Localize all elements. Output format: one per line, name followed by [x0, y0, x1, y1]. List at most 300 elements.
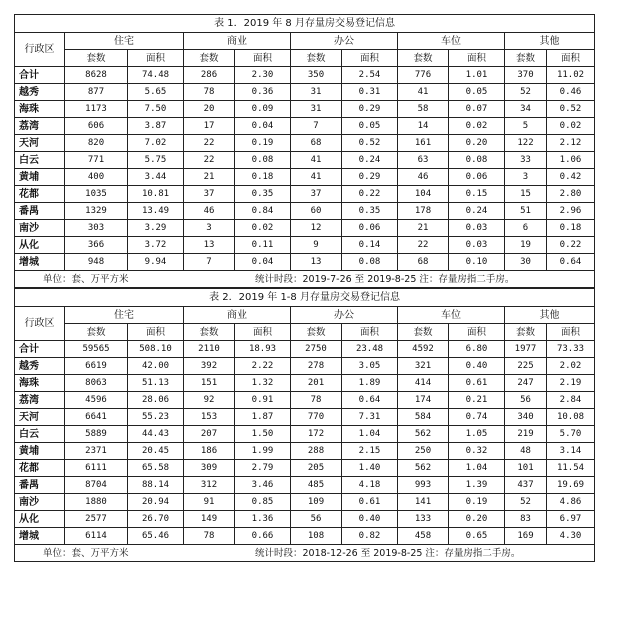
count-cell: 303 — [65, 220, 128, 237]
district-header: 行政区 — [15, 307, 65, 341]
table-footer — [15, 545, 595, 562]
area-cell: 44.43 — [128, 426, 184, 443]
count-cell: 13 — [184, 237, 235, 254]
count-cell: 9 — [291, 237, 342, 254]
district-name: 越秀 — [15, 358, 65, 375]
area-cell: 3.44 — [128, 169, 184, 186]
count-cell: 30 — [505, 254, 547, 271]
period-note: 统计时段：2019-7-26 至 2019-8-25 注：存量房指二手房。 — [255, 273, 515, 285]
count-cell: 174 — [398, 392, 449, 409]
area-cell: 1.40 — [342, 460, 398, 477]
count-cell: 286 — [184, 67, 235, 84]
district-name: 花都 — [15, 186, 65, 203]
table-1 — [14, 14, 595, 288]
count-cell: 414 — [398, 375, 449, 392]
table-row — [15, 443, 595, 460]
count-header: 套数 — [65, 324, 128, 341]
area-cell: 2.84 — [547, 392, 595, 409]
area-cell: 0.82 — [342, 528, 398, 545]
area-cell: 0.84 — [235, 203, 291, 220]
area-cell: 1.05 — [449, 426, 505, 443]
area-cell: 3.72 — [128, 237, 184, 254]
area-cell: 0.07 — [449, 101, 505, 118]
area-cell: 1.39 — [449, 477, 505, 494]
district-name: 越秀 — [15, 84, 65, 101]
district-header: 行政区 — [15, 33, 65, 67]
count-cell: 63 — [398, 152, 449, 169]
area-cell: 73.33 — [547, 341, 595, 358]
area-cell: 2.80 — [547, 186, 595, 203]
area-cell: 0.09 — [235, 101, 291, 118]
district-name: 合计 — [15, 67, 65, 84]
area-cell: 0.19 — [235, 135, 291, 152]
area-cell: 2.22 — [235, 358, 291, 375]
area-cell: 7.50 — [128, 101, 184, 118]
table-row — [15, 409, 595, 426]
area-cell: 0.74 — [449, 409, 505, 426]
count-cell: 91 — [184, 494, 235, 511]
area-cell: 0.14 — [342, 237, 398, 254]
table-row — [15, 254, 595, 271]
count-cell: 52 — [505, 84, 547, 101]
count-cell: 33 — [505, 152, 547, 169]
count-cell: 151 — [184, 375, 235, 392]
area-cell: 2.19 — [547, 375, 595, 392]
group-header: 办公 — [291, 33, 398, 50]
area-cell: 1.32 — [235, 375, 291, 392]
count-cell: 366 — [65, 237, 128, 254]
area-cell: 11.54 — [547, 460, 595, 477]
count-cell: 1329 — [65, 203, 128, 220]
district-name: 增城 — [15, 528, 65, 545]
area-cell: 2.15 — [342, 443, 398, 460]
count-cell: 186 — [184, 443, 235, 460]
count-cell: 104 — [398, 186, 449, 203]
table-row — [15, 220, 595, 237]
count-cell: 13 — [291, 254, 342, 271]
area-cell: 0.64 — [547, 254, 595, 271]
table-row — [15, 494, 595, 511]
count-cell: 56 — [291, 511, 342, 528]
count-cell: 78 — [184, 528, 235, 545]
table-row — [15, 511, 595, 528]
table-row — [15, 67, 595, 84]
count-cell: 6641 — [65, 409, 128, 426]
count-cell: 172 — [291, 426, 342, 443]
area-cell: 0.31 — [342, 84, 398, 101]
count-header: 套数 — [184, 324, 235, 341]
area-cell: 11.02 — [547, 67, 595, 84]
area-header: 面积 — [342, 50, 398, 67]
group-header-row — [15, 307, 595, 324]
area-cell: 3.87 — [128, 118, 184, 135]
count-cell: 225 — [505, 358, 547, 375]
footer-row — [15, 271, 595, 288]
area-cell: 0.08 — [235, 152, 291, 169]
count-cell: 8628 — [65, 67, 128, 84]
count-cell: 31 — [291, 101, 342, 118]
count-cell: 8704 — [65, 477, 128, 494]
area-cell: 2.54 — [342, 67, 398, 84]
area-cell: 55.23 — [128, 409, 184, 426]
table-row — [15, 477, 595, 494]
table-row — [15, 426, 595, 443]
area-cell: 3.29 — [128, 220, 184, 237]
count-cell: 6619 — [65, 358, 128, 375]
area-cell: 0.91 — [235, 392, 291, 409]
area-cell: 0.02 — [235, 220, 291, 237]
district-name: 南沙 — [15, 494, 65, 511]
group-header: 住宅 — [65, 33, 184, 50]
count-cell: 153 — [184, 409, 235, 426]
area-cell: 5.75 — [128, 152, 184, 169]
count-cell: 37 — [291, 186, 342, 203]
count-cell: 56 — [505, 392, 547, 409]
area-cell: 0.20 — [449, 135, 505, 152]
district-name: 荔湾 — [15, 392, 65, 409]
count-cell: 350 — [291, 67, 342, 84]
count-cell: 1880 — [65, 494, 128, 511]
count-header: 套数 — [398, 324, 449, 341]
area-cell: 0.32 — [449, 443, 505, 460]
area-header: 面积 — [342, 324, 398, 341]
area-cell: 26.70 — [128, 511, 184, 528]
area-cell: 0.36 — [235, 84, 291, 101]
count-cell: 21 — [184, 169, 235, 186]
table-row — [15, 392, 595, 409]
group-header: 其他 — [505, 307, 595, 324]
count-cell: 6 — [505, 220, 547, 237]
count-cell: 21 — [398, 220, 449, 237]
area-cell: 0.24 — [449, 203, 505, 220]
district-name: 天河 — [15, 135, 65, 152]
count-cell: 606 — [65, 118, 128, 135]
count-cell: 59565 — [65, 341, 128, 358]
area-cell: 0.02 — [449, 118, 505, 135]
count-cell: 19 — [505, 237, 547, 254]
count-cell: 1977 — [505, 341, 547, 358]
area-cell: 0.65 — [449, 528, 505, 545]
area-cell: 0.42 — [547, 169, 595, 186]
count-cell: 178 — [398, 203, 449, 220]
count-cell: 78 — [291, 392, 342, 409]
period-note: 统计时段：2018-12-26 至 2019-8-25 注：存量房指二手房。 — [255, 547, 521, 559]
district-name: 番禺 — [15, 203, 65, 220]
area-header: 面积 — [449, 50, 505, 67]
area-cell: 2.96 — [547, 203, 595, 220]
count-header: 套数 — [184, 50, 235, 67]
area-cell: 5.70 — [547, 426, 595, 443]
count-cell: 41 — [291, 152, 342, 169]
unit-note: 单位：套、万平方米 — [43, 273, 129, 285]
area-cell: 508.10 — [128, 341, 184, 358]
area-cell: 0.06 — [449, 169, 505, 186]
count-cell: 141 — [398, 494, 449, 511]
group-header: 住宅 — [65, 307, 184, 324]
table-footer — [15, 271, 595, 288]
district-name: 海珠 — [15, 375, 65, 392]
area-cell: 0.08 — [342, 254, 398, 271]
count-cell: 46 — [184, 203, 235, 220]
subheader-row — [15, 50, 595, 67]
district-name: 天河 — [15, 409, 65, 426]
count-cell: 400 — [65, 169, 128, 186]
area-cell: 3.05 — [342, 358, 398, 375]
area-cell: 0.06 — [342, 220, 398, 237]
area-cell: 42.00 — [128, 358, 184, 375]
count-cell: 41 — [398, 84, 449, 101]
document-sheet — [14, 14, 594, 562]
count-cell: 7 — [291, 118, 342, 135]
district-name: 合计 — [15, 341, 65, 358]
area-cell: 0.18 — [547, 220, 595, 237]
district-name: 白云 — [15, 152, 65, 169]
count-cell: 877 — [65, 84, 128, 101]
table-2 — [14, 288, 595, 562]
area-cell: 0.02 — [547, 118, 595, 135]
table-row — [15, 375, 595, 392]
table-title-row — [15, 289, 595, 307]
table-row — [15, 341, 595, 358]
area-cell: 0.11 — [235, 237, 291, 254]
area-cell: 88.14 — [128, 477, 184, 494]
area-cell: 0.29 — [342, 101, 398, 118]
area-cell: 0.19 — [449, 494, 505, 511]
area-cell: 1.50 — [235, 426, 291, 443]
area-cell: 0.35 — [342, 203, 398, 220]
count-cell: 2577 — [65, 511, 128, 528]
area-cell: 0.40 — [342, 511, 398, 528]
count-cell: 12 — [291, 220, 342, 237]
count-cell: 133 — [398, 511, 449, 528]
count-cell: 2110 — [184, 341, 235, 358]
count-cell: 6114 — [65, 528, 128, 545]
table-row — [15, 152, 595, 169]
count-cell: 993 — [398, 477, 449, 494]
count-cell: 5889 — [65, 426, 128, 443]
count-cell: 4592 — [398, 341, 449, 358]
area-cell: 65.58 — [128, 460, 184, 477]
count-cell: 3 — [184, 220, 235, 237]
area-cell: 74.48 — [128, 67, 184, 84]
group-header: 商业 — [184, 33, 291, 50]
count-cell: 108 — [291, 528, 342, 545]
count-cell: 485 — [291, 477, 342, 494]
area-cell: 20.45 — [128, 443, 184, 460]
count-cell: 101 — [505, 460, 547, 477]
area-cell: 0.22 — [547, 237, 595, 254]
count-cell: 109 — [291, 494, 342, 511]
count-cell: 201 — [291, 375, 342, 392]
area-cell: 0.03 — [449, 220, 505, 237]
table-row — [15, 203, 595, 220]
count-cell: 52 — [505, 494, 547, 511]
count-cell: 562 — [398, 460, 449, 477]
district-name: 白云 — [15, 426, 65, 443]
area-cell: 0.85 — [235, 494, 291, 511]
unit-note: 单位：套、万平方米 — [43, 547, 129, 559]
area-cell: 0.18 — [235, 169, 291, 186]
group-header: 商业 — [184, 307, 291, 324]
count-cell: 15 — [505, 186, 547, 203]
area-cell: 9.94 — [128, 254, 184, 271]
area-cell: 7.31 — [342, 409, 398, 426]
area-cell: 18.93 — [235, 341, 291, 358]
district-name: 番禺 — [15, 477, 65, 494]
area-cell: 1.89 — [342, 375, 398, 392]
count-cell: 278 — [291, 358, 342, 375]
count-cell: 205 — [291, 460, 342, 477]
area-cell: 1.36 — [235, 511, 291, 528]
table-row — [15, 186, 595, 203]
count-cell: 820 — [65, 135, 128, 152]
group-header: 车位 — [398, 307, 505, 324]
count-cell: 776 — [398, 67, 449, 84]
area-cell: 0.20 — [449, 511, 505, 528]
count-header: 套数 — [291, 324, 342, 341]
count-cell: 20 — [184, 101, 235, 118]
area-cell: 1.99 — [235, 443, 291, 460]
table-row — [15, 135, 595, 152]
area-cell: 0.35 — [235, 186, 291, 203]
district-name: 从化 — [15, 511, 65, 528]
area-cell: 0.05 — [449, 84, 505, 101]
count-cell: 770 — [291, 409, 342, 426]
table-row — [15, 84, 595, 101]
area-cell: 0.40 — [449, 358, 505, 375]
table-row — [15, 118, 595, 135]
count-cell: 4596 — [65, 392, 128, 409]
count-cell: 207 — [184, 426, 235, 443]
count-cell: 6111 — [65, 460, 128, 477]
area-header: 面积 — [235, 50, 291, 67]
area-header: 面积 — [235, 324, 291, 341]
area-cell: 4.86 — [547, 494, 595, 511]
table-row — [15, 528, 595, 545]
district-name: 海珠 — [15, 101, 65, 118]
group-header: 车位 — [398, 33, 505, 50]
count-cell: 247 — [505, 375, 547, 392]
count-cell: 161 — [398, 135, 449, 152]
count-cell: 948 — [65, 254, 128, 271]
district-name: 荔湾 — [15, 118, 65, 135]
area-cell: 0.61 — [342, 494, 398, 511]
count-cell: 51 — [505, 203, 547, 220]
count-cell: 149 — [184, 511, 235, 528]
count-cell: 34 — [505, 101, 547, 118]
count-cell: 250 — [398, 443, 449, 460]
area-header: 面积 — [547, 324, 595, 341]
footer-row — [15, 545, 595, 562]
area-cell: 19.69 — [547, 477, 595, 494]
area-cell: 1.87 — [235, 409, 291, 426]
area-header: 面积 — [547, 50, 595, 67]
count-cell: 7 — [184, 254, 235, 271]
area-header: 面积 — [128, 324, 184, 341]
area-cell: 1.06 — [547, 152, 595, 169]
area-cell: 2.30 — [235, 67, 291, 84]
district-name: 增城 — [15, 254, 65, 271]
area-header: 面积 — [128, 50, 184, 67]
count-cell: 370 — [505, 67, 547, 84]
area-cell: 0.46 — [547, 84, 595, 101]
area-cell: 0.52 — [342, 135, 398, 152]
table-row — [15, 237, 595, 254]
count-cell: 1035 — [65, 186, 128, 203]
area-cell: 3.14 — [547, 443, 595, 460]
area-cell: 0.15 — [449, 186, 505, 203]
area-cell: 1.01 — [449, 67, 505, 84]
count-cell: 1173 — [65, 101, 128, 118]
area-cell: 13.49 — [128, 203, 184, 220]
area-cell: 10.81 — [128, 186, 184, 203]
count-cell: 771 — [65, 152, 128, 169]
area-cell: 51.13 — [128, 375, 184, 392]
table-title: 表 1．2019 年 8 月存量房交易登记信息 — [15, 15, 595, 33]
area-cell: 10.08 — [547, 409, 595, 426]
table-title: 表 2．2019 年 1-8 月存量房交易登记信息 — [15, 289, 595, 307]
count-cell: 169 — [505, 528, 547, 545]
count-cell: 14 — [398, 118, 449, 135]
count-header: 套数 — [505, 324, 547, 341]
count-cell: 58 — [398, 101, 449, 118]
count-cell: 22 — [184, 135, 235, 152]
count-cell: 312 — [184, 477, 235, 494]
count-cell: 5 — [505, 118, 547, 135]
count-cell: 92 — [184, 392, 235, 409]
count-header: 套数 — [398, 50, 449, 67]
area-cell: 2.12 — [547, 135, 595, 152]
area-cell: 2.79 — [235, 460, 291, 477]
area-cell: 0.64 — [342, 392, 398, 409]
table-title-row — [15, 15, 595, 33]
area-cell: 4.30 — [547, 528, 595, 545]
district-name: 黄埔 — [15, 169, 65, 186]
count-cell: 584 — [398, 409, 449, 426]
area-cell: 0.10 — [449, 254, 505, 271]
table-row — [15, 460, 595, 477]
count-cell: 68 — [291, 135, 342, 152]
area-cell: 0.03 — [449, 237, 505, 254]
count-cell: 309 — [184, 460, 235, 477]
count-cell: 78 — [184, 84, 235, 101]
count-cell: 562 — [398, 426, 449, 443]
district-name: 从化 — [15, 237, 65, 254]
count-header: 套数 — [291, 50, 342, 67]
area-cell: 0.29 — [342, 169, 398, 186]
area-cell: 0.61 — [449, 375, 505, 392]
district-name: 花都 — [15, 460, 65, 477]
count-cell: 321 — [398, 358, 449, 375]
area-cell: 6.97 — [547, 511, 595, 528]
area-cell: 65.46 — [128, 528, 184, 545]
count-cell: 458 — [398, 528, 449, 545]
count-cell: 288 — [291, 443, 342, 460]
count-cell: 46 — [398, 169, 449, 186]
count-cell: 17 — [184, 118, 235, 135]
area-header: 面积 — [449, 324, 505, 341]
count-cell: 2371 — [65, 443, 128, 460]
count-cell: 3 — [505, 169, 547, 186]
count-cell: 37 — [184, 186, 235, 203]
group-header: 其他 — [505, 33, 595, 50]
count-cell: 8063 — [65, 375, 128, 392]
count-cell: 68 — [398, 254, 449, 271]
count-cell: 392 — [184, 358, 235, 375]
area-cell: 23.48 — [342, 341, 398, 358]
count-cell: 22 — [398, 237, 449, 254]
count-cell: 437 — [505, 477, 547, 494]
